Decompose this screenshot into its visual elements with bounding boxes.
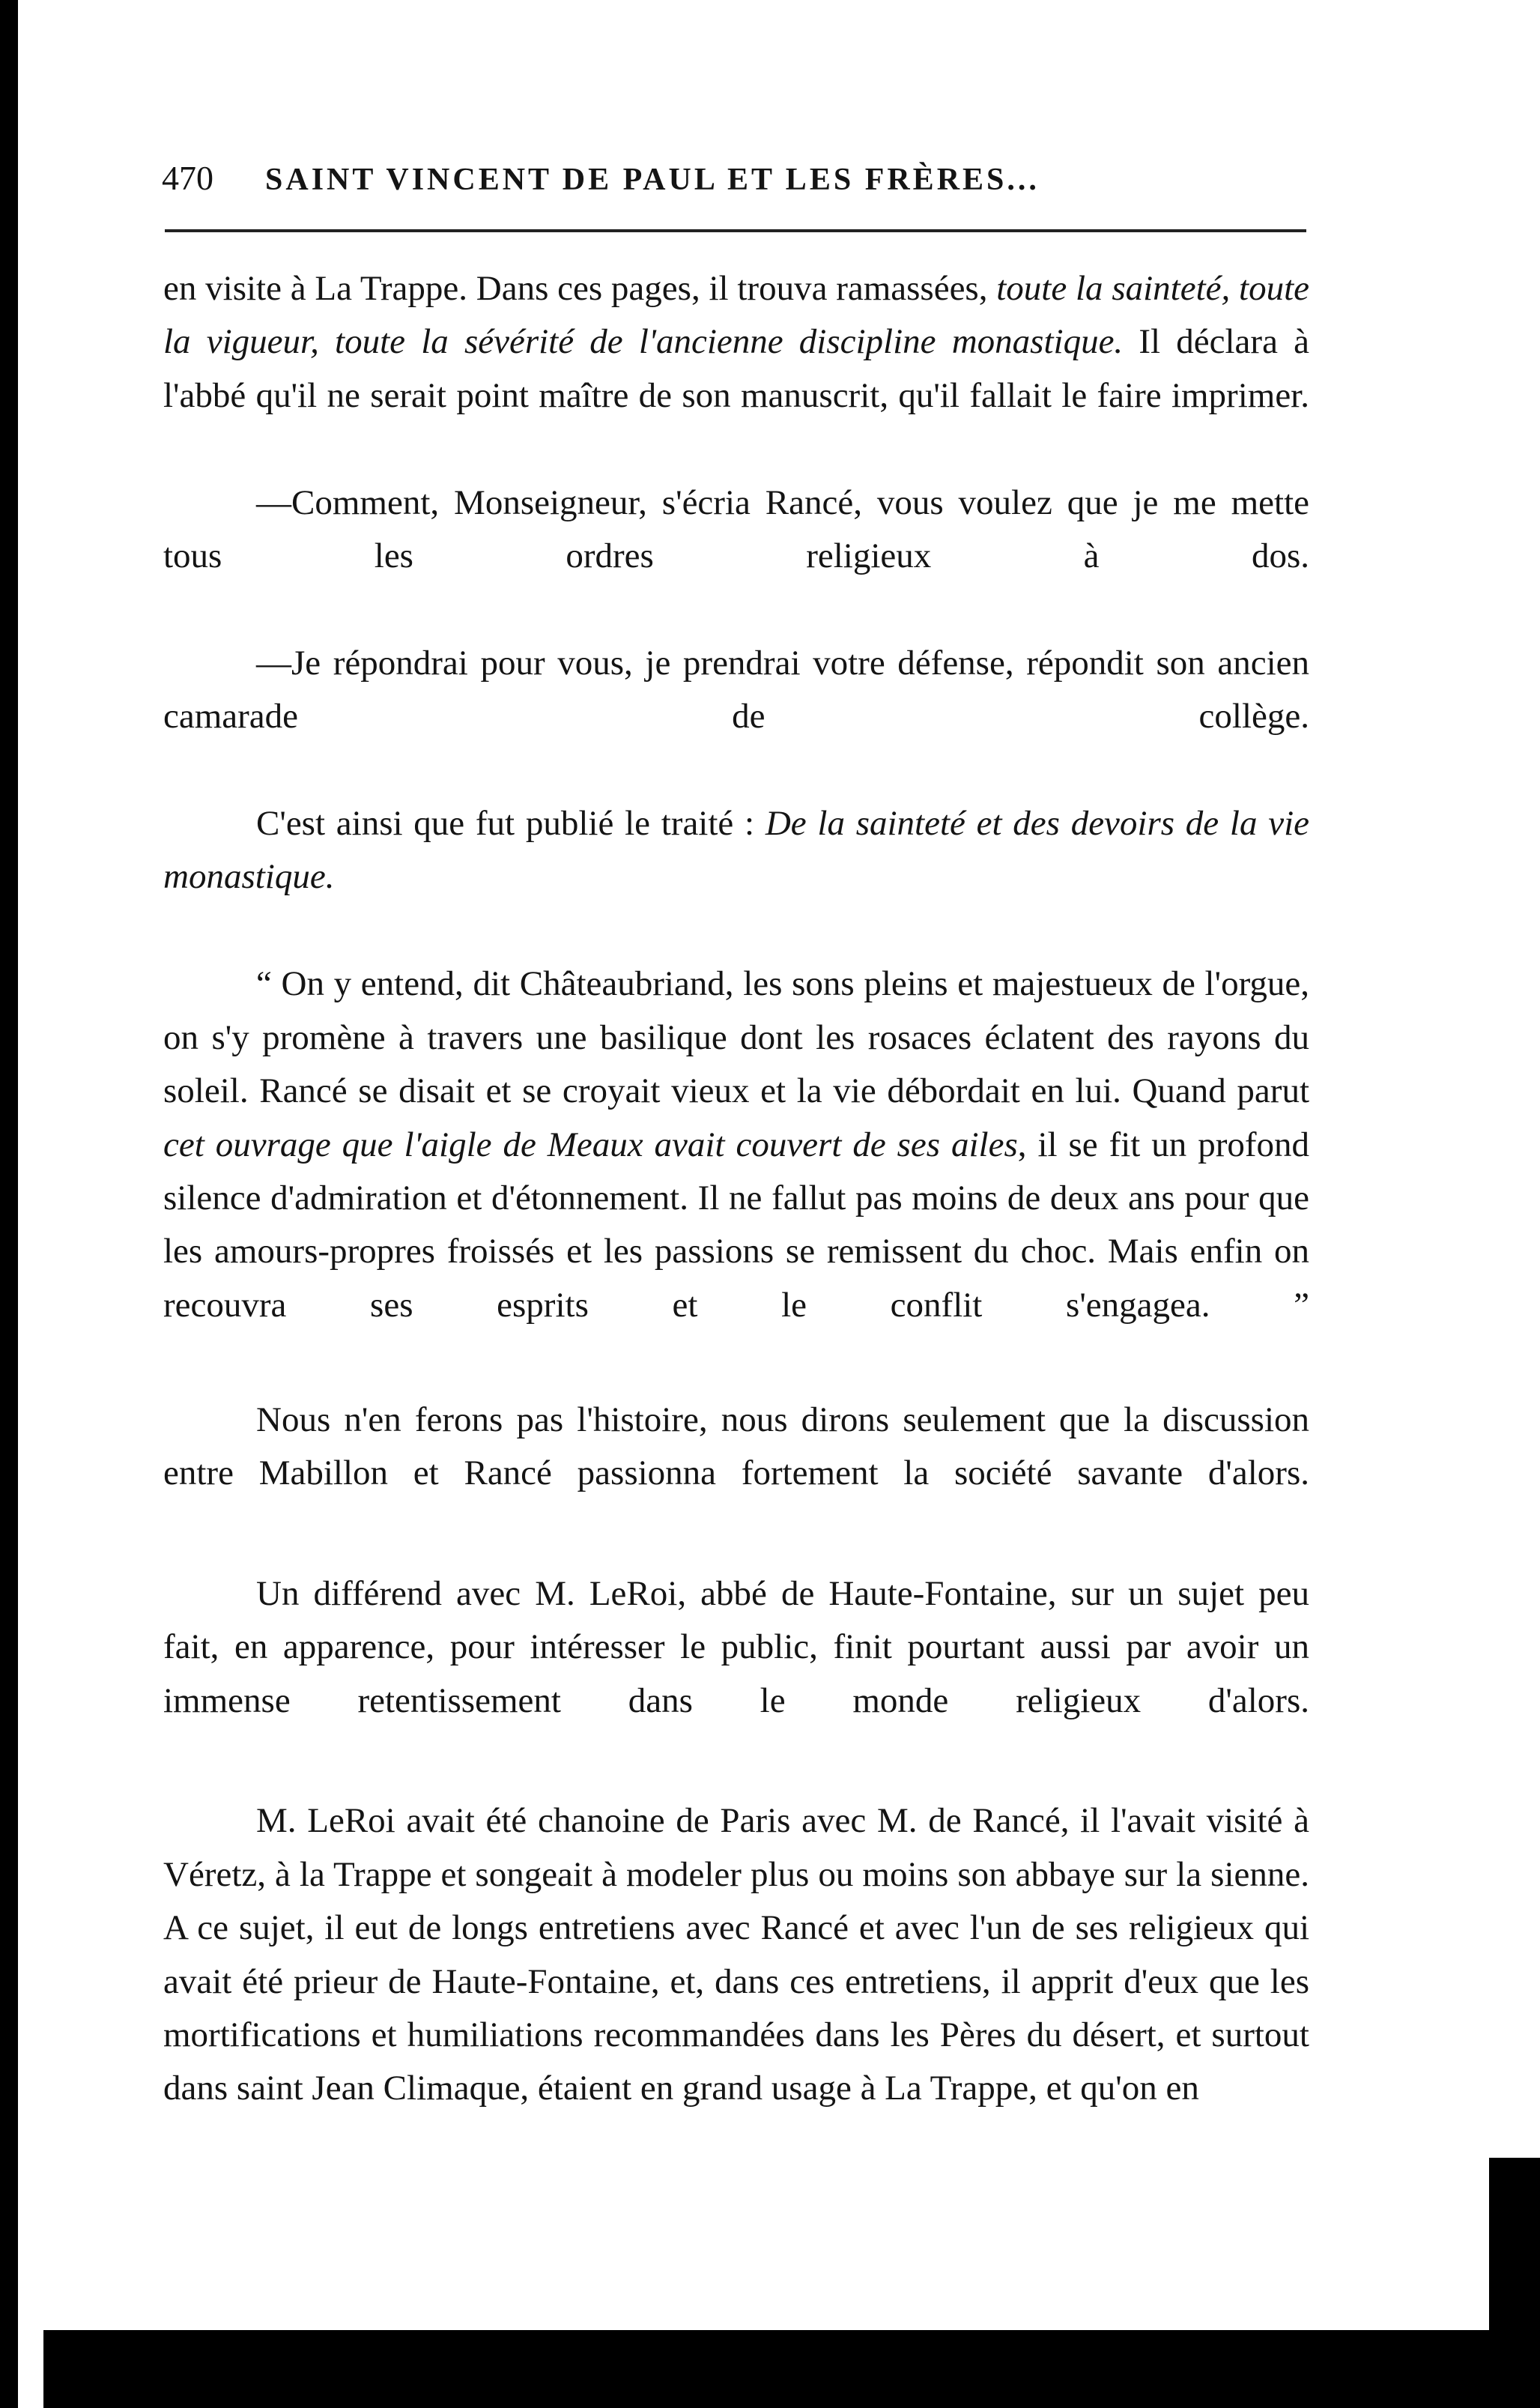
- paragraph: [163, 1567, 1309, 1782]
- italic-text-run: De la sainteté et des devoirs de la vie monastique.: [163, 804, 1309, 897]
- paragraph: [163, 262, 1309, 477]
- scan-left-edge: [0, 0, 18, 2408]
- running-head: SAINT VINCENT DE PAUL ET LES FRÈRES...: [265, 163, 1040, 197]
- text-run: —Je répondrai pour vous, je prendrai votre défense, répondit son ancien camarade de collège.: [163, 643, 1309, 736]
- text-run: Un différend avec M. LeRoi, abbé de Haute-Fontaine, sur un sujet peu fait, en apparence, pour intéresser le public, finit pourtant aussi par avoir un immense retentissement dans le monde religieux d'alors.: [163, 1573, 1309, 1720]
- paragraph: [163, 477, 1309, 637]
- paragraph: [163, 637, 1309, 797]
- text-run: —Comment, Monseigneur, s'écria Rancé, vous voulez que je me mette tous les ordres religieux à dos.: [163, 482, 1309, 576]
- text-run: Nous n'en ferons pas l'histoire, nous dirons seulement que la discussion entre Mabillon et Rancé passionna fortement la société savante d'alors.: [163, 1400, 1309, 1492]
- text-run: M. LeRoi avait été chanoine de Paris avec M. de Rancé, il l'avait visité à Véretz, à la Trappe et songeait à modeler plus ou moins son abbaye sur la sienne. A ce sujet, il eut de longs entretiens avec Rancé et avec l'un de ses religieux qui avait été prieur de Haute-Fontaine, et, dans ces entretiens, il apprit d'eux que les mortifications et humiliations recommandées dans les Pères du désert, et surtout dans saint Jean Climaque, étaient en grand usage à La Trappe, et qu'on en: [163, 1801, 1309, 2108]
- paragraph: [163, 1794, 1309, 2115]
- italic-text-run: toute la sainteté, toute la vigueur, toute la sévérité de l'ancienne discipline monastique.: [163, 269, 1310, 362]
- text-run: C'est ainsi que fut publié le traité :: [256, 804, 766, 844]
- header-rule: [165, 229, 1306, 232]
- paragraph: [163, 1394, 1309, 1554]
- text-run: , il se fit un profond silence d'admiration et d'étonnement. Il ne fallut pas moins de deux ans pour que les amours-propres froissés et les passions se remissent du choc. Mais enfin on recouvra ses esprits et le conflit s'engagea. ”: [163, 1125, 1310, 1325]
- text-run: “ On y entend, dit Châteaubriand, les sons pleins et majestueux de l'orgue, on s'y promène à travers une basilique dont les rosaces éclatent des rayons du soleil. Rancé se disait et se croyait vieux et la vie débordait en lui. Quand parut: [163, 964, 1309, 1111]
- text-run: en visite à La Trappe. Dans ces pages, il trouva ramassées,: [163, 269, 997, 308]
- page-header: [162, 156, 1308, 208]
- paragraph: [163, 958, 1309, 1385]
- page-number: 470: [162, 159, 213, 197]
- body-text: [163, 262, 1309, 2116]
- text-run: Il déclara à l'abbé qu'il ne serait point maître de son manuscrit, qu'il fallait le faire imprimer.: [163, 322, 1309, 415]
- paragraph: [163, 797, 1309, 958]
- italic-text-run: cet ouvrage que l'aigle de Meaux avait couvert de ses ailes: [163, 1125, 1018, 1164]
- scan-bottom-edge: [43, 2330, 1540, 2408]
